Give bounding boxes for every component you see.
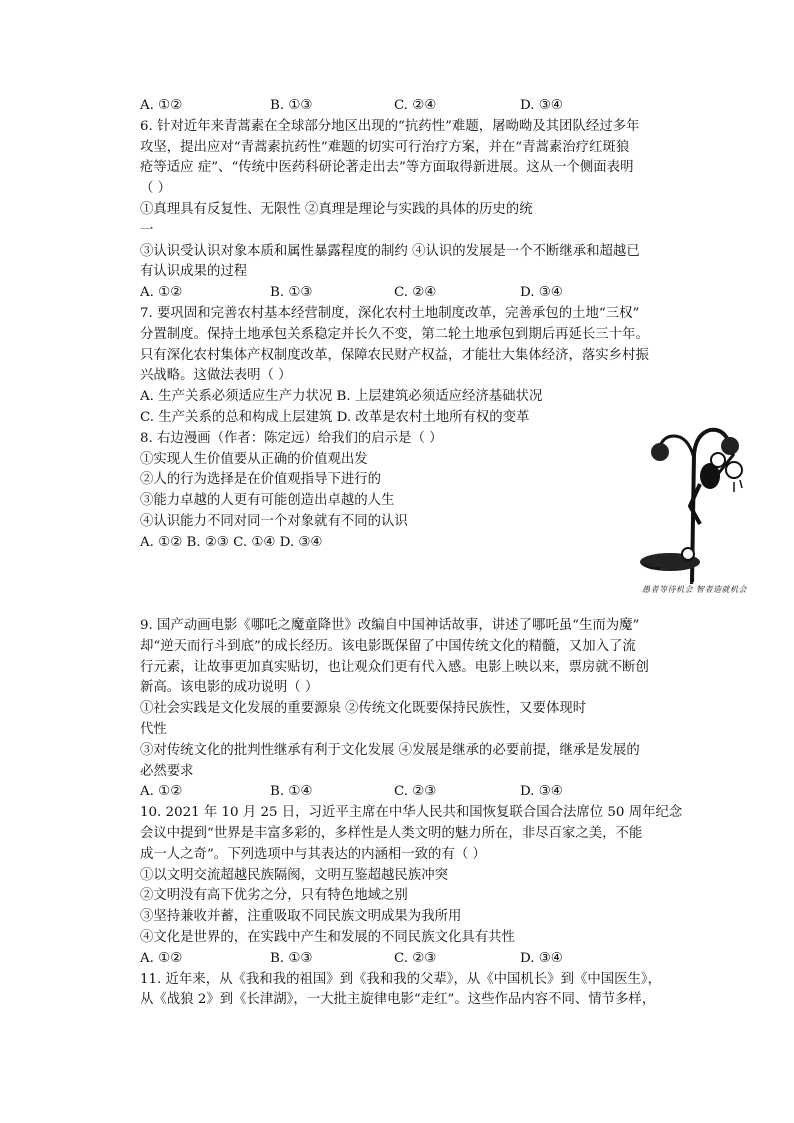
text-line: A. 生产关系必须适应生产力状况 B. 上层建筑必须适应经济基础状况 — [140, 389, 543, 405]
text-line: 9. 国产动画电影《哪吒之魔童降世》改编自中国神话故事，讲述了哪吒虽“生而为魔” — [140, 618, 640, 633]
text-line: 成一人之奇”。下列选项中与其表达的内涵相一致的有（ ） — [140, 846, 486, 862]
text-line: 攻坚，提出应对“青蒿素抗药性”难题的切实可行治疗方案，并在“青蒿素治疗红斑狼 — [140, 139, 630, 155]
answer-option: A. ①② — [140, 950, 183, 966]
answer-option: D. ③④ — [520, 784, 563, 800]
text-line: 新高。该电影的成功说明（ ） — [140, 680, 319, 696]
text-line: ①真理具有反复性、无限性 ②真理是理论与实践的具体的历史的统 — [140, 202, 533, 217]
text-line: 分置制度。保持土地承包关系稳定并长久不变，第二轮土地承包到期后再延长三十年。 — [140, 326, 649, 342]
text-line: ③坚持兼收并蓄，注重吸取不同民族文明成果为我所用 — [140, 909, 462, 925]
answer-option: D. ③④ — [520, 950, 563, 966]
text-line: ③认识受认识对象本质和属性暴露程度的制约 ④认识的发展是一个不断继承和超越已 — [140, 243, 640, 259]
text-line: 行元素，让故事更加真实贴切，也让观众们更有代入感。电影上映以来，票房就不断创 — [140, 659, 649, 675]
answer-option: D. ③④ — [520, 285, 563, 301]
text-line: ④认识能力不同对同一个对象就有不同的认识 — [140, 514, 408, 529]
text-line: 8. 右边漫画（作者：陈定远）给我们的启示是（ ） — [140, 430, 443, 446]
answer-option: C. ②④ — [394, 98, 437, 113]
text-line: 6. 针对近年来青蒿素在全球部分地区出现的“抗药性”难题，屠呦呦及其团队经过多年 — [140, 118, 640, 134]
text-line: 必然要求 — [140, 763, 194, 779]
answer-option: A. ①② — [140, 784, 183, 800]
text-line: ③对传统文化的批判性继承有利于文化发展 ④发展是继承的必要前提，继承是发展的 — [140, 742, 640, 758]
answer-option: C. ②③ — [394, 784, 437, 800]
text-line: 一 — [140, 222, 154, 238]
answer-option: D. ③④ — [520, 98, 563, 113]
text-line: ④文化是世界的，在实践中产生和发展的不同民族文化具有共性 — [140, 930, 515, 945]
answer-option: C. ②③ — [394, 950, 437, 966]
answer-option: A. ①② — [140, 285, 183, 301]
answer-option: B. ①③ — [270, 98, 313, 113]
text-line: 疮等适应 症”、“传统中医药科研论著走出去”等方面取得新进展。这从一个侧面表明 — [140, 160, 634, 176]
text-line: 11. 近年来，从《我和我的祖国》到《我和我的父辈》，从《中国机长》到《中国医生》， — [140, 971, 661, 987]
answer-option: B. ①③ — [270, 285, 313, 301]
text-line: 会议中提到“世界是丰富多彩的，多样性是人类文明的魅力所在，非尽百家之美，不能 — [140, 826, 643, 841]
answer-option: B. ①③ — [270, 950, 313, 966]
cartoon-caption: 愚者等待机会 智者造就机会 — [642, 585, 748, 594]
cartoon-image — [630, 414, 770, 602]
answer-option: C. ②④ — [394, 285, 437, 301]
text-line: ①实现人生价值要从正确的价值观出发 — [140, 451, 368, 467]
text-line: 却“逆天而行斗到底”的成长经历。该电影既保留了中国传统文化的精髓，又加入了流 — [140, 638, 636, 654]
text-line: 从《战狼 2》到《长津湖》，一大批主旋律电影“走红”。这些作品内容不同、情节多样， — [140, 992, 656, 1008]
text-line: 有认识成果的过程 — [140, 264, 248, 280]
text-line: ①社会实践是文化发展的重要源泉 ②传统文化既要保持民族性，又要体现时 — [140, 701, 587, 717]
text-line: 代性 — [140, 722, 167, 737]
text-line: ②人的行为选择是在价值观指导下进行的 — [140, 472, 382, 488]
text-line: 10. 2021 年 10 月 25 日，习近平主席在中华人民共和国恢复联合国合法席位 50 周年纪念 — [140, 805, 683, 821]
text-line: 兴战略。这做法表明（ ） — [140, 368, 292, 384]
answer-option: A. ①② — [140, 98, 183, 113]
text-line: ①以文明交流超越民族隔阂，文明互鉴超越民族冲突 — [140, 867, 448, 883]
answer-option: B. ①④ — [270, 784, 313, 800]
text-line: 7. 要巩固和完善农村基本经营制度，深化农村土地制度改革，完善承包的土地“三权” — [140, 306, 640, 321]
text-line: （ ） — [140, 181, 172, 197]
text-line: 只有深化农村集体产权制度改革，保障农民财产权益，才能壮大集体经济，落实乡村振 — [140, 347, 649, 363]
text-line: C. 生产关系的总和构成上层建筑 D. 改革是农村土地所有权的变革 — [140, 410, 530, 425]
text-line: A. ①② B. ②③ C. ①④ D. ③④ — [140, 534, 323, 550]
text-line: ②文明没有高下优劣之分，只有特色地域之别 — [140, 888, 408, 904]
text-line: ③能力卓越的人更有可能创造出卓越的人生 — [140, 493, 395, 509]
